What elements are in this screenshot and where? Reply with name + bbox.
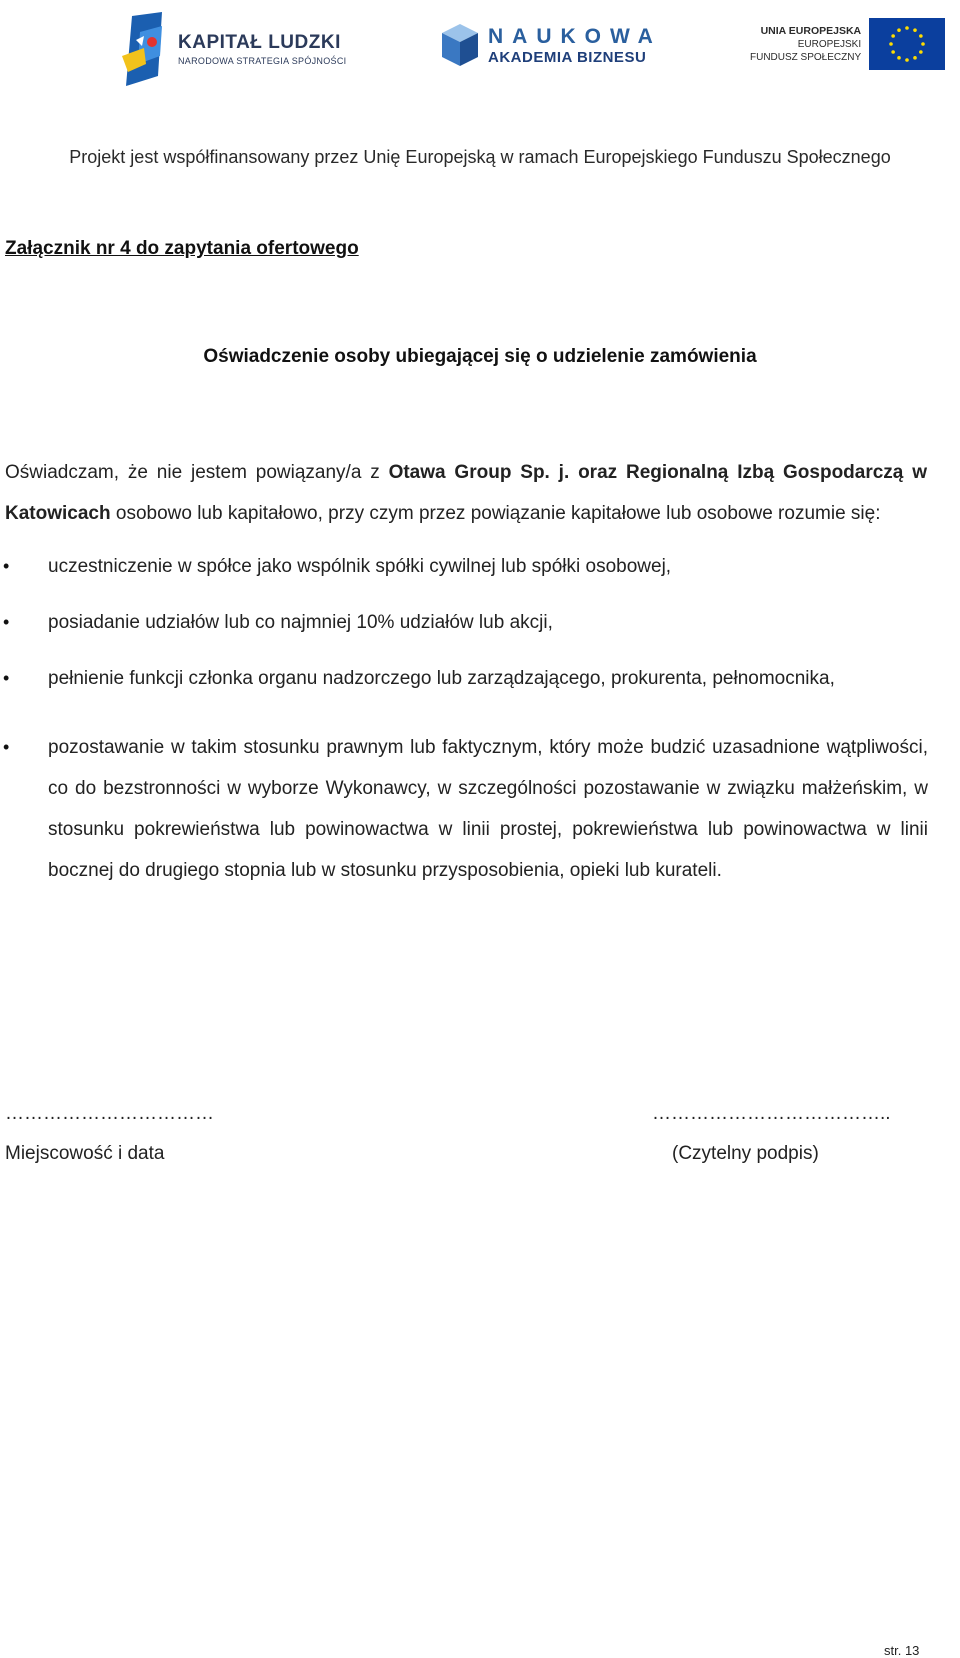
list-item-text: pozostawanie w takim stosunku prawnym lub faktycznym, który może budzić uzasadnione wątpliwości, co do bezstronności w wyborze Wykonawcy, w szczególności pozostawanie w związku małżeńskim, w stosunku pokrewieństwa lub powinowactwa w linii prostej, pokrewieństwa lub powinowactwa w linii bocznej do drugiego stopnia lub w stosunku przysposobienia, opieki lub kurateli. <box>48 737 928 881</box>
logo-bar <box>0 8 960 88</box>
eu-subtitle-1: EUROPEJSKI <box>797 38 862 50</box>
nab-logo <box>440 22 662 68</box>
bullet-icon: • <box>3 668 10 688</box>
list-item-text: posiadanie udziałów lub co najmniej 10% udziałów lub akcji, <box>48 612 553 633</box>
list-item-text: uczestniczenie w spółce jako wspólnik spółki cywilnej lub spółki osobowej, <box>48 556 672 577</box>
eu-flag-icon <box>869 18 945 70</box>
eu-logo <box>750 18 945 70</box>
declaration-text-1: Oświadczam, że nie jestem powiązany/a z <box>5 462 389 483</box>
kapital-ludzki-title: KAPITAŁ LUDZKI <box>178 32 341 53</box>
declaration-text-2: osobowo lub kapitałowo, przy czym przez powiązanie kapitałowe lub osobowe rozumie się: <box>110 503 881 524</box>
bullet-icon: • <box>3 737 10 757</box>
project-cofinancing-line: Projekt jest współfinansowany przez Unię Europejską w ramach Europejskiego Funduszu Społecznego <box>69 147 891 167</box>
annex-heading: Załącznik nr 4 do zapytania ofertowego <box>5 238 359 259</box>
bullet-icon: • <box>3 556 10 576</box>
place-date-line: …………………………… <box>5 1103 214 1124</box>
kapital-ludzki-logo <box>122 12 346 86</box>
eu-subtitle-2: FUNDUSZ SPOŁECZNY <box>750 51 862 63</box>
nab-cube-icon <box>440 22 480 68</box>
document-title: Oświadczenie osoby ubiegającej się o udzielenie zamówienia <box>203 346 757 367</box>
kapital-ludzki-emblem-icon <box>122 12 168 86</box>
signature-line: ……………………………….. <box>652 1103 891 1124</box>
eu-title: UNIA EUROPEJSKA <box>760 24 862 37</box>
signature-label: (Czytelny podpis) <box>672 1143 819 1164</box>
place-date-label: Miejscowość i data <box>5 1143 165 1164</box>
company-names: Otawa Group Sp. j. oraz Regionalną Izbą Gospodarczą w Katowicach <box>5 462 927 524</box>
declaration-paragraph <box>5 452 927 534</box>
nab-title: NAUKOWA <box>488 24 662 48</box>
nab-subtitle: AKADEMIA BIZNESU <box>488 48 647 66</box>
bullet-icon: • <box>3 612 10 632</box>
list-item-text: pełnienie funkcji członka organu nadzorczego lub zarządzającego, prokurenta, pełnomocnika, <box>48 668 835 689</box>
kapital-ludzki-subtitle: NARODOWA STRATEGIA SPÓJNOŚCI <box>178 56 347 66</box>
page-number: str. 13 <box>884 1643 920 1658</box>
